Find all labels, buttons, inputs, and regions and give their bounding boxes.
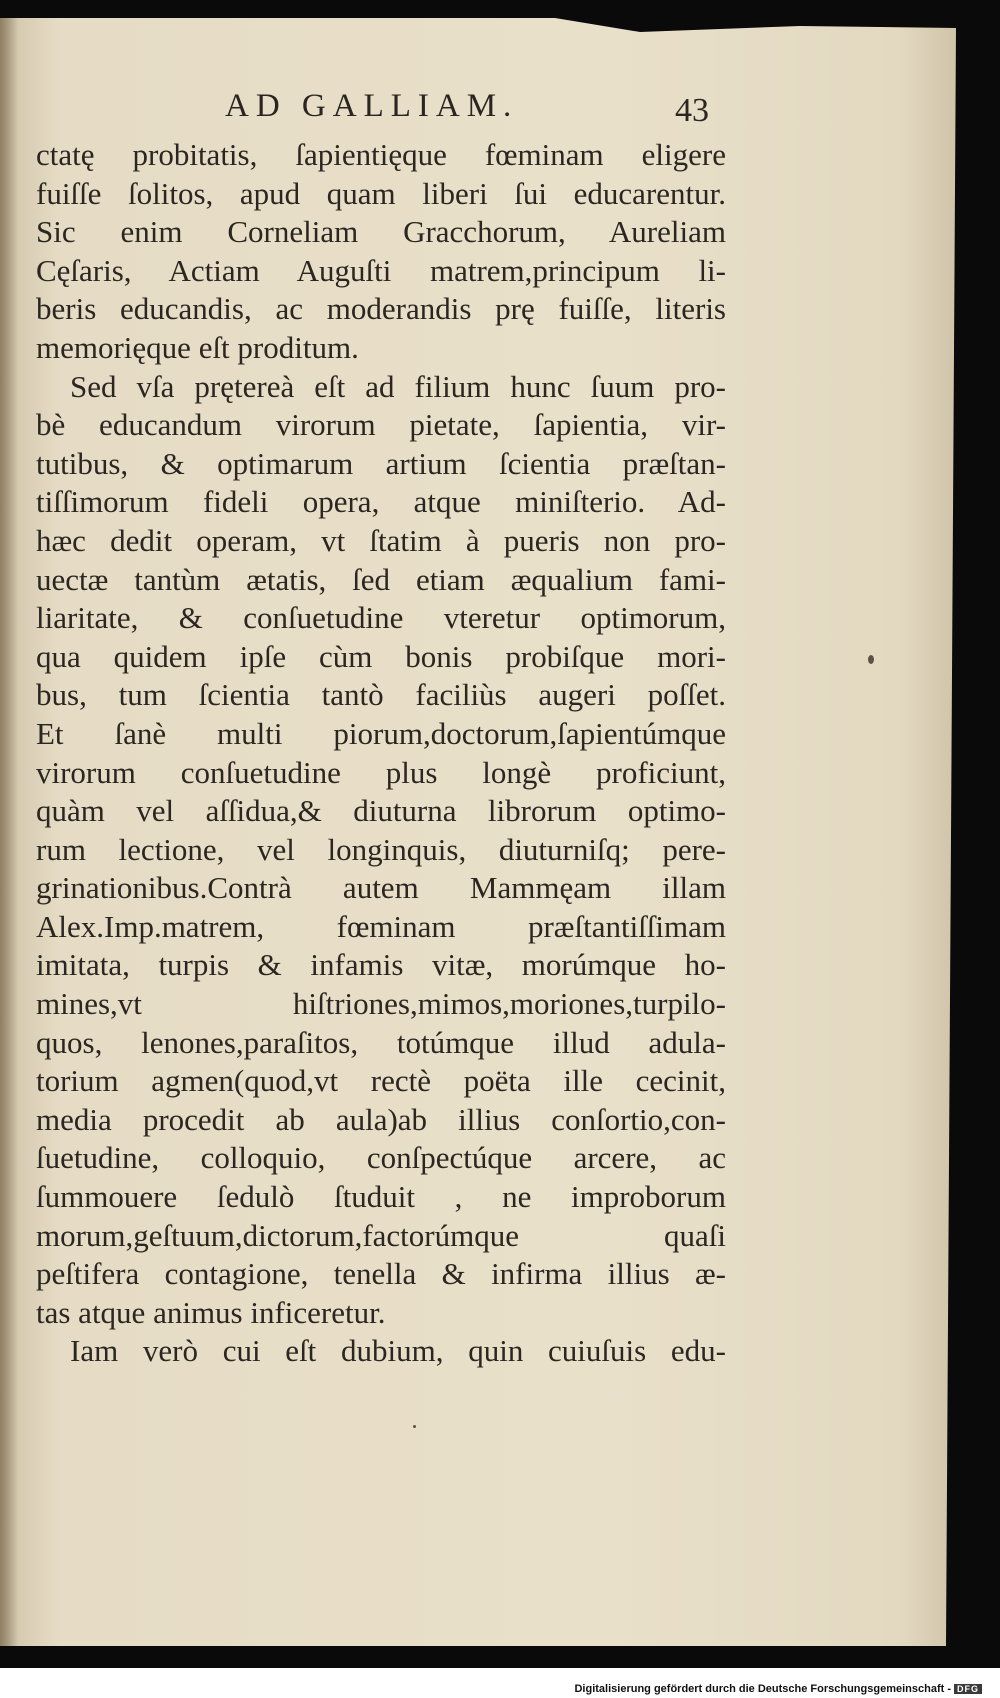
text-line: liaritate, & conſuetudine vteretur optimorum, bbox=[36, 600, 726, 636]
text-line: Et ſanè multi piorum,doctorum,ſapientúmque bbox=[36, 715, 726, 751]
text-line: ſummouere ſedulò ſtuduit , ne improborum bbox=[36, 1179, 726, 1215]
text-line: qua quidem ipſe cùm bonis probiſque mori- bbox=[36, 638, 726, 674]
text-line: torium agmen(quod,vt rectè poëta ille cecinit, bbox=[36, 1063, 726, 1099]
text-line: quàm vel aſſidua,& diuturna librorum optimo- bbox=[36, 793, 726, 829]
page-gutter-shadow bbox=[0, 18, 18, 1646]
text-line: Iam verò cui eſt dubium, quin cuiuſuis edu- bbox=[70, 1333, 726, 1369]
text-line: memorięque eſt proditum. bbox=[36, 329, 359, 365]
text-line: imitata, turpis & infamis vitæ, morúmque ho- bbox=[36, 947, 726, 983]
credit-text: Digitalisierung gefördert durch die Deutsche Forschungsgemeinschaft - bbox=[574, 1683, 951, 1695]
running-head: AD GALLIAM. bbox=[225, 88, 519, 124]
text-line: grinationibus.Contrà autem Mammęam illam bbox=[36, 870, 726, 906]
text-line: quos, lenones,paraſitos, totúmque illud adula- bbox=[36, 1024, 726, 1060]
text-line: Sed vſa prętereà eſt ad filium hunc ſuum pro- bbox=[70, 368, 726, 404]
text-line: morum,geſtuum,dictorum,factorúmque quaſi bbox=[36, 1217, 726, 1253]
text-line: peſtifera contagione, tenella & infirma illius æ- bbox=[36, 1256, 726, 1292]
text-line: media procedit ab aula)ab illius conſortio,con- bbox=[36, 1101, 726, 1137]
text-line: tiſſimorum fideli opera, atque miniſterio. Ad- bbox=[36, 484, 726, 520]
text-block bbox=[36, 136, 726, 1371]
paper-speck bbox=[413, 1425, 416, 1428]
text-line: ctatę probitatis, ſapientięque fœminam eligere bbox=[36, 137, 726, 172]
text-line: Sic enim Corneliam Gracchorum, Aureliam bbox=[36, 214, 726, 250]
text-line: Cęſaris, Actiam Auguſti matrem,principum li- bbox=[36, 252, 726, 288]
dfg-logo: DFG bbox=[954, 1684, 982, 1694]
page-number: 43 bbox=[675, 92, 709, 129]
text-line: rum lectione, vel longinquis, diuturniſq; pere- bbox=[36, 831, 726, 867]
text-line: bè educandum virorum pietate, ſapientia, vir- bbox=[36, 407, 726, 443]
text-line: virorum conſuetudine plus longè proficiunt, bbox=[36, 754, 726, 790]
text-line: mines,vt hiſtriones,mimos,moriones,turpilo- bbox=[36, 986, 726, 1022]
text-line: tutibus, & optimarum artium ſcientia præſtan- bbox=[36, 445, 726, 481]
digitization-credit bbox=[574, 1683, 982, 1695]
text-line: ſuetudine, colloquio, conſpectúque arcere, ac bbox=[36, 1140, 726, 1176]
text-line: Alex.Imp.matrem, fœminam præſtantiſſimam bbox=[36, 908, 726, 944]
paper-speck bbox=[868, 655, 874, 664]
text-line: uectæ tantùm ætatis, ſed etiam æqualium fami- bbox=[36, 561, 726, 597]
text-line: bus, tum ſcientia tantò faciliùs augeri poſſet. bbox=[36, 677, 726, 713]
text-line: tas atque animus inficeretur. bbox=[36, 1294, 386, 1330]
text-line: beris educandis, ac moderandis prę fuiſſe, literis bbox=[36, 291, 726, 327]
text-line: fuiſſe ſolitos, apud quam liberi ſui educarentur. bbox=[36, 175, 726, 211]
text-line: hæc dedit operam, vt ſtatim à pueris non pro- bbox=[36, 522, 726, 558]
